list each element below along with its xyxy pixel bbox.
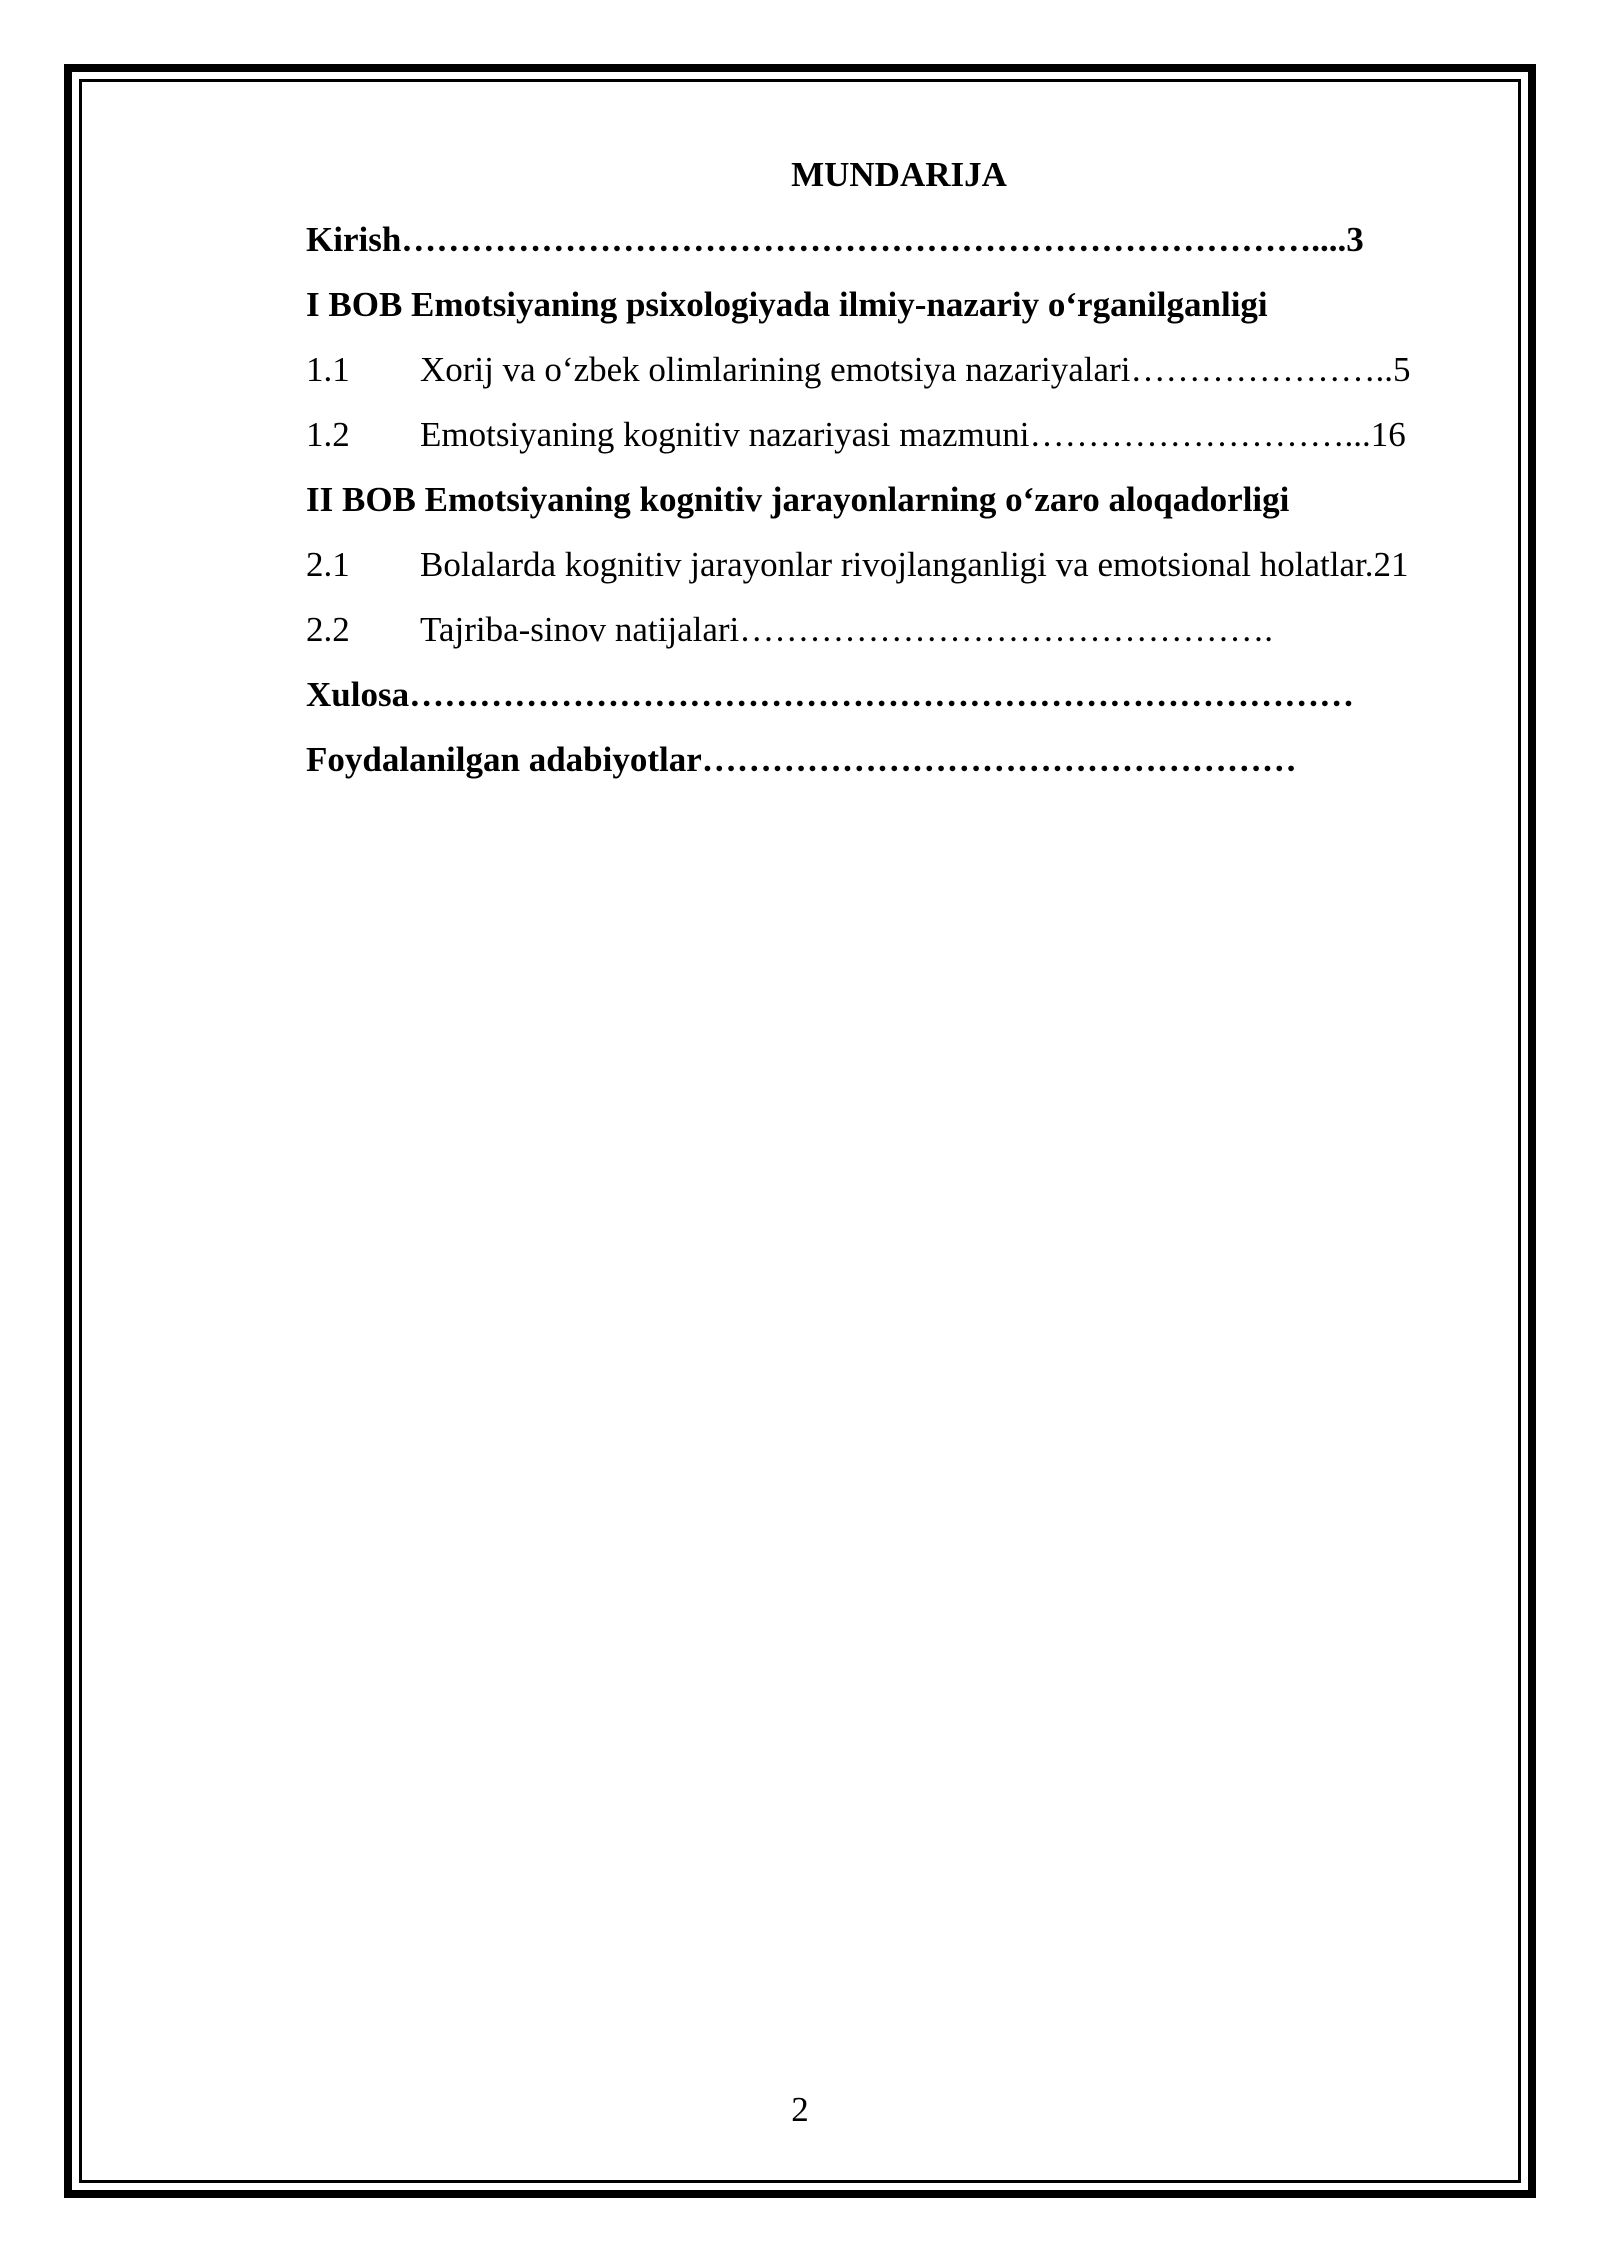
toc-section-number: 2.2	[306, 610, 350, 649]
toc-chapter-2	[306, 475, 1492, 540]
toc-entry-text: Xorij va o‘zbek olimlarining emotsiya nazariyalari…………………..5	[420, 350, 1411, 389]
toc-section-number: 1.2	[306, 415, 350, 454]
toc-title: MUNDARIJA	[791, 155, 1007, 194]
toc-section-1-1	[306, 345, 1492, 410]
toc-entry-references	[306, 735, 1492, 800]
toc-section-1-2	[306, 410, 1492, 475]
toc-entry-xulosa	[306, 670, 1492, 735]
toc-entry-text: Tajriba-sinov natijalari……………………………………….	[420, 610, 1273, 649]
toc-entry-text: Bolalarda kognitiv jarayonlar rivojlanganligi va emotsional holatlar.21	[420, 545, 1409, 584]
table-of-contents	[306, 150, 1492, 800]
toc-entry-text: Xulosa………………………………………………………………………	[306, 675, 1355, 714]
toc-chapter-1	[306, 280, 1492, 345]
toc-entry-kirish	[306, 215, 1492, 280]
toc-entry-text: I BOB Emotsiyaning psixologiyada ilmiy-nazariy o‘rganilganligi	[306, 285, 1268, 324]
toc-section-2-2	[306, 605, 1492, 670]
page-number: 2	[791, 2090, 809, 2129]
toc-entry-text: Foydalanilgan adabiyotlar……………………………………………	[306, 740, 1297, 779]
toc-section-number: 1.1	[306, 350, 350, 389]
toc-section-number: 2.1	[306, 545, 350, 584]
toc-entry-text: Emotsiyaning kognitiv nazariyasi mazmuni………………………...16	[420, 415, 1406, 454]
toc-section-2-1	[306, 540, 1492, 605]
toc-entry-text: Kirish……………………………………………………………………....3	[306, 220, 1364, 259]
toc-entry-text: II BOB Emotsiyaning kognitiv jarayonlarning o‘zaro aloqadorligi	[306, 480, 1290, 519]
